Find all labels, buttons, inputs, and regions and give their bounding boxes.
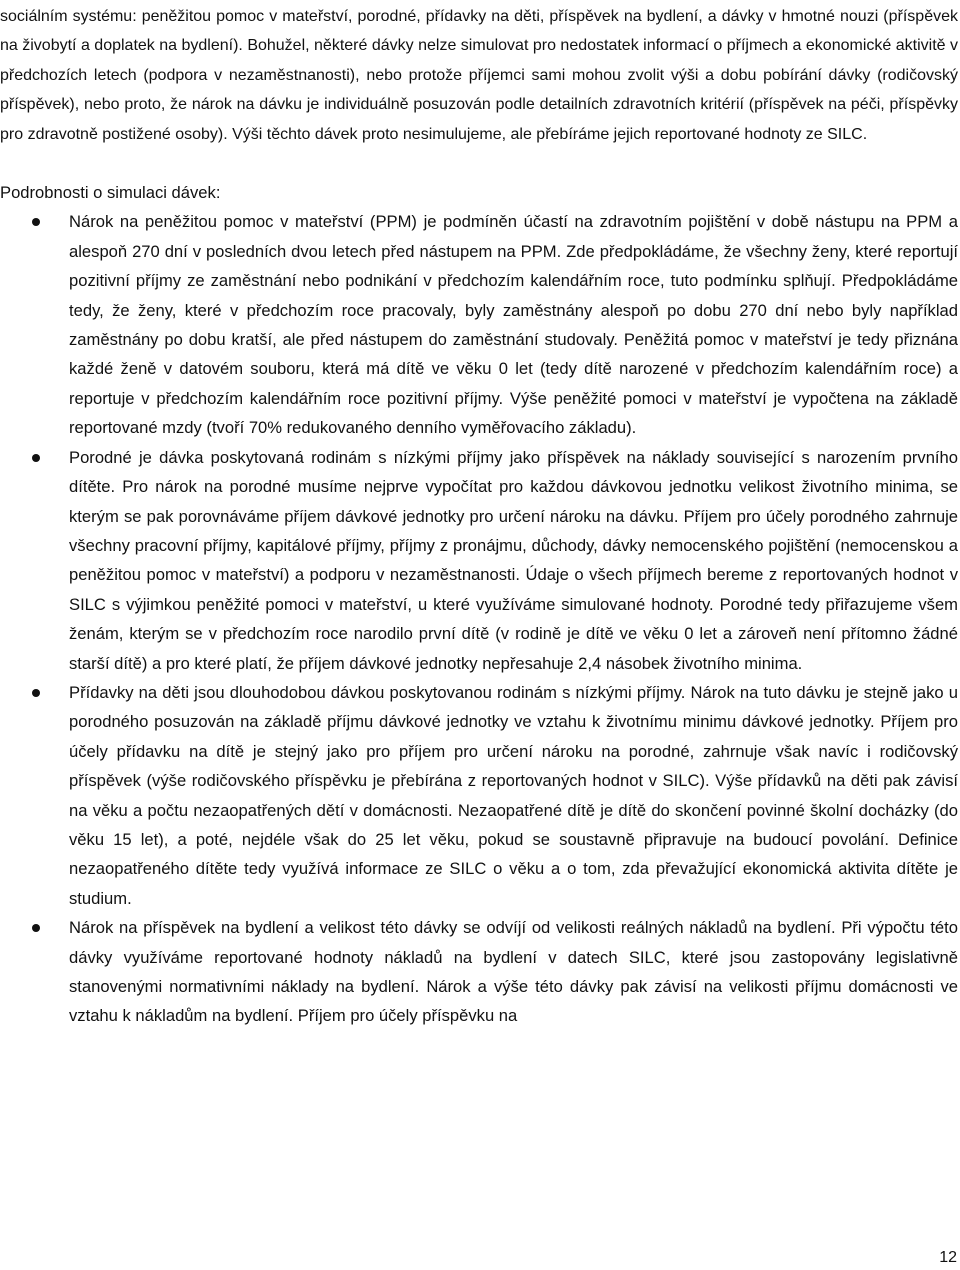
list-item: [0, 678, 960, 913]
bullet-text-child-allowance: Přídavky na děti jsou dlouhodobou dávkou poskytovanou rodinám s nízkými příjmy. Nárok na tuto dávku je stejně jako u porodného posuzován na základě příjmu dávkové jednotky ve vztahu k životnímu minimu dávkové jednotky. Příjem pro účely přídavku na dítě je stejný jako pro příjem pro určení nároku na porodné, zahrnuje však navíc i rodičovský příspěvek (výše rodičovského příspěvku je přebírána z reportovaných hodnot v SILC). Výše přídavků na děti pak závisí na věku a počtu nezaopatřených dětí v domácnosti. Nezaopatřené dítě je dítě do skončení povinné školní docházky (do věku 15 let), a poté, nejdéle však do 25 let věku, pokud se soustavně připravuje na budoucí povolání. Definice nezaopatřeného dítěte tedy využívá informace ze SILC o věku a o tom, zda převažující ekonomická aktivita dítěte je studium.: [69, 682, 958, 908]
benefits-bullet-list: [0, 207, 960, 1030]
page-number: 12: [939, 1249, 957, 1266]
bullet-text-housing-allowance: Nárok na příspěvek na bydlení a velikost této dávky se odvíjí od velikosti reálných nákladů na bydlení. Při výpočtu této dávky využíváme reportované hodnoty nákladů na bydlení v datech SILC, které jsou zastopovány legislativně stanovenými normativními náklady na bydlení. Nárok a výše této dávky pak závisí na velikosti příjmu domácnosti ve vztahu k nákladům na bydlení. Příjem pro účely příspěvku na: [69, 918, 958, 1026]
bullet-icon: [32, 924, 40, 932]
bullet-icon: [32, 218, 40, 226]
list-item: [0, 913, 960, 1031]
intro-paragraph: sociálním systému: peněžitou pomoc v mateřství, porodné, přídavky na děti, příspěvek na bydlení, a dávky v hmotné nouzi (příspěvek na živobytí a doplatek na bydlení). Bohužel, některé dávky nelze simulovat pro nedostatek informací o příjmech a ekonomické aktivitě v předchozích letech (podpora v nezaměstnanosti), nebo protože příjemci sami mohou zvolit výši a dobu pobírání dávky (rodičovský příspěvek), nebo proto, že nárok na dávku je individuálně posuzován podle detailních zdravotních kritérií (příspěvek na péči, příspěvky pro zdravotně postižené osoby). Výši těchto dávek proto nesimulujeme, ale přebíráme jejich reportované hodnoty ze SILC.: [0, 8, 958, 143]
bullet-icon: [32, 454, 40, 462]
section-heading: Podrobnosti o simulaci dávek:: [0, 183, 221, 203]
list-item: [0, 207, 960, 442]
bullet-icon: [32, 689, 40, 697]
bullet-text-birth-grant: Porodné je dávka poskytovaná rodinám s nízkými příjmy jako příspěvek na náklady související s narozením prvního dítěte. Pro nárok na porodné musíme nejprve vypočítat pro každou dávkovou jednotku velikost životního minima, se kterým se pak porovnáváme příjem dávkové jednotky pro určení nároku na dávku. Příjem pro účely porodného zahrnuje všechny pracovní příjmy, kapitálové příjmy, příjmy z pronájmu, důchody, dávky nemocenského pojištění (nemocenskou a peněžitou pomoc v mateřství) a podporu v nezaměstnanosti. Údaje o všech příjmech bereme z reportovaných hodnot v SILC s výjimkou peněžité pomoci v mateřství, u které využíváme simulované hodnoty. Porodné tedy přiřazujeme všem ženám, kterým se v předchozím roce narodilo první dítě (v rodině je dítě ve věku 0 let a zároveň není přítomno žádné starší dítě) a pro které platí, že příjem dávkové jednotky nepřesahuje 2,4 násobek životního minima.: [69, 447, 958, 673]
list-item: [0, 443, 960, 678]
bullet-text-maternity-benefit: Nárok na peněžitou pomoc v mateřství (PPM) je podmíněn účastí na zdravotním pojištění v době nástupu na PPM a alespoň 270 dní v posledních dvou letech před nástupem na PPM. Zde předpokládáme, že všechny ženy, které reportují pozitivní příjmy ze zaměstnání nebo podnikání v předchozím kalendářním roce, tuto podmínku splňují. Předpokládáme tedy, že ženy, které v předchozím roce pracovaly, byly zaměstnány alespoň po dobu 270 dní nebo byly například zaměstnány po dobu kratší, ale před nástupem do zaměstnání studovaly. Peněžitá pomoc v mateřství je tedy přiznána každé ženě v datovém souboru, která má dítě ve věku 0 let (tedy dítě narozené v předchozím kalendářním roce) a reportuje v předchozím kalendářním roce pozitivní příjmy. Výše peněžité pomoci v mateřství je vypočtena na základě reportované mzdy (tvoří 70% redukovaného denního vyměřovacího základu).: [69, 212, 958, 438]
